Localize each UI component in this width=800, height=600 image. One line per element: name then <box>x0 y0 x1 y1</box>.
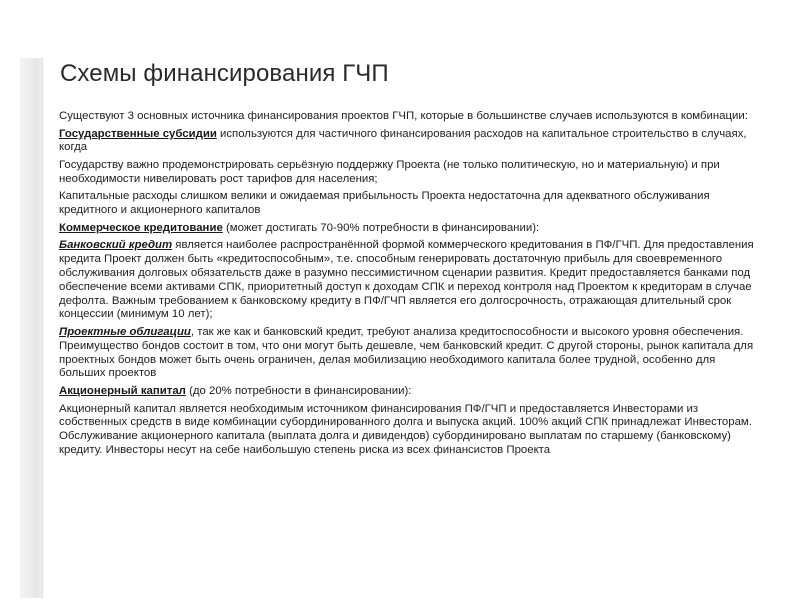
project-bonds-heading: Проектные облигации <box>59 325 191 338</box>
commercial-credit-text: (может достигать 70-90% потребности в финансировании): <box>222 221 540 234</box>
subsidies-heading: Государственные субсидии <box>59 127 217 140</box>
slide-title: Схемы финансирования ГЧП <box>60 60 389 87</box>
slide-body <box>59 110 759 462</box>
equity-paragraph <box>59 385 759 399</box>
project-bonds-paragraph <box>59 326 759 381</box>
bank-loan-text: является наиболее распространённой формой коммерческого кредитования в ПФ/ГЧП. Для предоставления кредита Проект должен быть «кредитоспособным», т.е. способным генерировать достаточную прибыль для своевременного обслуживания долговых обязательств даже в разумно пессимистичном сценарии развития. Кредит предоставляется банками под обеспечение всеми активами СПК, приоритетный доступ к доходам СПК и переход контроля над Проектом к кредиторам в случае дефолта. Важным требованием к банковскому кредиту в ПФ/ГЧП является его долгосрочность, отражающая длительный срок концессии (минимум 10 лет); <box>59 239 754 321</box>
project-bonds-text: , так же как и банковский кредит, требуют анализа кредитоспособности и высокого уровня обеспечения. Преимущество бондов состоит в том, что они могут быть дешевле, чем банковский кредит. С другой стороны, рынок капитала для проектных бондов может быть очень ограничен, делая мобилизацию необходимого капитала более трудной, особенно для больших проектов <box>59 325 754 380</box>
subsidies-reason-1: Государству важно продемонстрировать серьёзную поддержку Проекта (не только политическую, но и материальную) и при необходимости нивелировать рост тарифов для населения; <box>59 158 720 185</box>
equity-heading: Акционерный капитал <box>59 384 186 397</box>
equity-text: (до 20% потребности в финансировании): <box>185 384 412 397</box>
subsidies-reason-2: Капитальные расходы слишком велики и ожидаемая прибыльность Проекта недостаточна для адекватного обслуживания кредитного и акционерного капиталов <box>59 190 710 217</box>
subsidies-text: используются для частичного финансирования расходов на капитальное строительство в случаях, когда <box>59 127 747 154</box>
slide-left-shadow <box>20 58 44 598</box>
equity-description: Акционерный капитал является необходимым источником финансирования ПФ/ГЧП и предоставляется Инвесторами из собственных средств в виде комбинации субординированного долга и выпуска акций. 100% акций СПК принадлежат Инвесторам. Обслуживание акционерного капитала (выплата долга и дивидендов) субординировано выплатам по старшему (банковскому) кредиту. Инвесторы несут на себе наибольшую степень риска из всех финансистов Проекта <box>59 402 752 456</box>
commercial-credit-heading: Коммерческое кредитование <box>59 221 223 234</box>
bank-loan-paragraph <box>59 239 759 322</box>
bank-loan-heading: Банковский кредит <box>59 239 173 252</box>
commercial-credit-paragraph <box>59 222 759 236</box>
intro-paragraph: Существуют 3 основных источника финансирования проектов ГЧП, которые в большинстве случаев используются в комбинации: <box>59 110 748 122</box>
subsidies-paragraph <box>59 128 759 156</box>
